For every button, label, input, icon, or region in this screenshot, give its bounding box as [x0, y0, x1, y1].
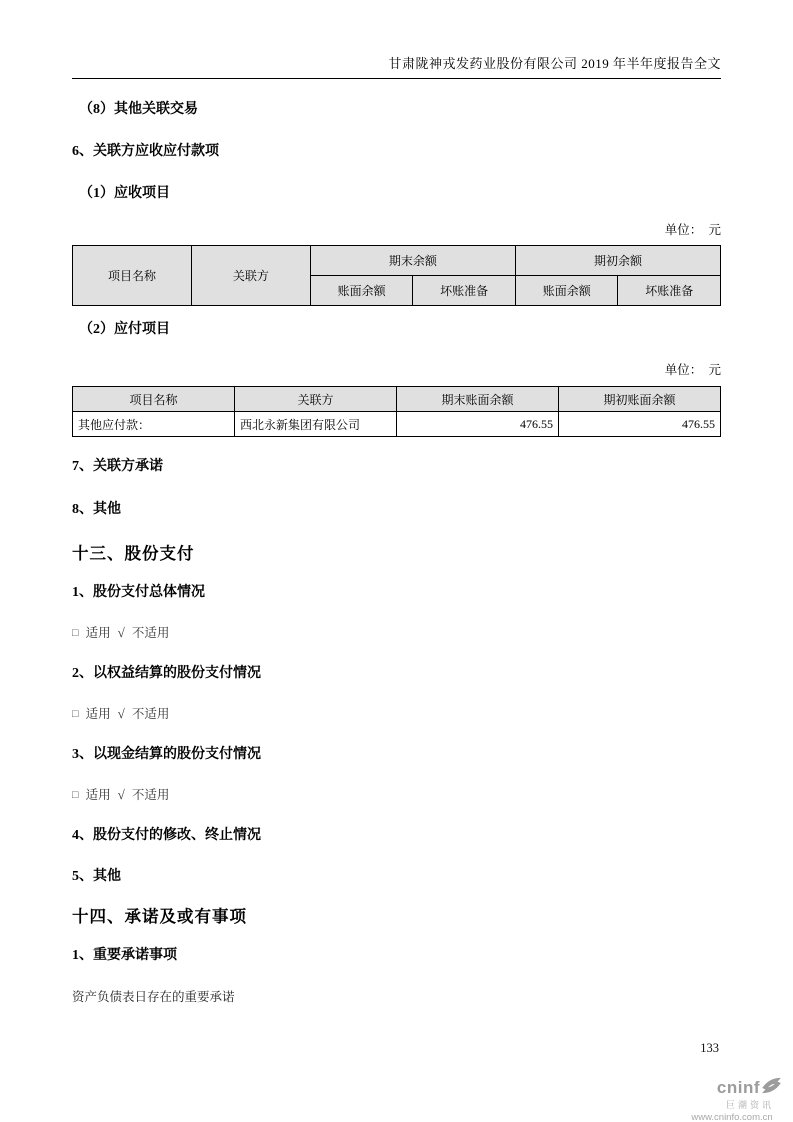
- table-header-row: [73, 246, 721, 276]
- balance-sheet-commitment-note: 资产负债表日存在的重要承诺: [72, 990, 235, 1004]
- cell-beginning-balance: 476.55: [559, 412, 721, 437]
- heading-share-payment-modification: 4、股份支付的修改、终止情况: [72, 828, 261, 843]
- cninfo-swoosh-icon: [761, 1077, 782, 1098]
- page-number: 133: [700, 1041, 719, 1055]
- checkbox-unchecked-icon: □: [72, 708, 79, 720]
- checkmark-icon: √: [117, 787, 125, 802]
- col-header-ending-balance: 期末余额: [310, 246, 515, 276]
- heading-related-party-other: 8、其他: [72, 502, 121, 517]
- col-header-bad-debt-ending: 坏账准备: [413, 276, 516, 306]
- applicable-label: 适用: [85, 707, 111, 721]
- col-header-bad-debt-beginning: 坏账准备: [618, 276, 721, 306]
- section-heading-commitments: 十四、承诺及或有事项: [72, 907, 247, 926]
- checkbox-unchecked-icon: □: [72, 627, 79, 639]
- receivable-items-table: [72, 245, 721, 306]
- col-header-item-name: 项目名称: [73, 246, 192, 306]
- unit-label-receivable: 单位： 元: [664, 223, 721, 237]
- applicability-line: [72, 707, 721, 721]
- cell-related-party: 西北永新集团有限公司: [235, 412, 397, 437]
- table-header-row: [73, 387, 721, 412]
- col-header-related-party: 关联方: [235, 387, 397, 412]
- cninfo-chinese-name: 巨潮资讯: [725, 1100, 774, 1110]
- heading-equity-settled: 2、以权益结算的股份支付情况: [72, 666, 261, 681]
- checkmark-icon: √: [117, 706, 125, 721]
- heading-share-payment-overall: 1、股份支付总体情况: [72, 585, 205, 600]
- heading-related-receivables-payables: 6、关联方应收应付款项: [72, 144, 219, 159]
- not-applicable-label: 不适用: [131, 707, 170, 721]
- col-header-beginning-balance: 期初余额: [515, 246, 720, 276]
- applicable-label: 适用: [85, 626, 111, 640]
- not-applicable-label: 不适用: [131, 788, 170, 802]
- not-applicable-label: 不适用: [131, 626, 170, 640]
- report-header-title: 甘肃陇神戎发药业股份有限公司 2019 年半年度报告全文: [72, 0, 721, 79]
- cell-ending-balance: 476.55: [397, 412, 559, 437]
- heading-other-related-transactions: （8）其他关联交易: [79, 102, 198, 117]
- checkmark-icon: √: [117, 625, 125, 640]
- payable-items-table: [72, 386, 721, 437]
- col-header-book-balance-ending: 账面余额: [310, 276, 413, 306]
- col-header-item-name: 项目名称: [73, 387, 235, 412]
- heading-receivable-items: （1）应收项目: [79, 186, 170, 201]
- heading-share-payment-other: 5、其他: [72, 869, 121, 884]
- section-heading-share-payment: 十三、股份支付: [72, 544, 195, 563]
- col-header-ending-book-balance: 期末账面余额: [397, 387, 559, 412]
- col-header-beginning-book-balance: 期初账面余额: [559, 387, 721, 412]
- applicability-line: [72, 626, 721, 640]
- col-header-book-balance-beginning: 账面余额: [515, 276, 618, 306]
- col-header-related-party: 关联方: [191, 246, 310, 306]
- heading-related-party-commitments: 7、关联方承诺: [72, 459, 163, 474]
- cninfo-logo-text: cninf: [716, 1078, 760, 1097]
- checkbox-unchecked-icon: □: [72, 789, 79, 801]
- table-row: [73, 412, 721, 437]
- heading-important-commitments: 1、重要承诺事项: [72, 948, 177, 963]
- heading-cash-settled: 3、以现金结算的股份支付情况: [72, 747, 261, 762]
- cninfo-url: www.cninfo.com.cn: [691, 1112, 773, 1122]
- applicable-label: 适用: [85, 788, 111, 802]
- unit-label-payable: 单位： 元: [664, 363, 721, 377]
- applicability-line: [72, 788, 721, 802]
- cninfo-logo: [676, 1077, 788, 1122]
- cell-item-name: 其他应付款：: [73, 412, 235, 437]
- heading-payable-items: （2）应付项目: [79, 322, 170, 337]
